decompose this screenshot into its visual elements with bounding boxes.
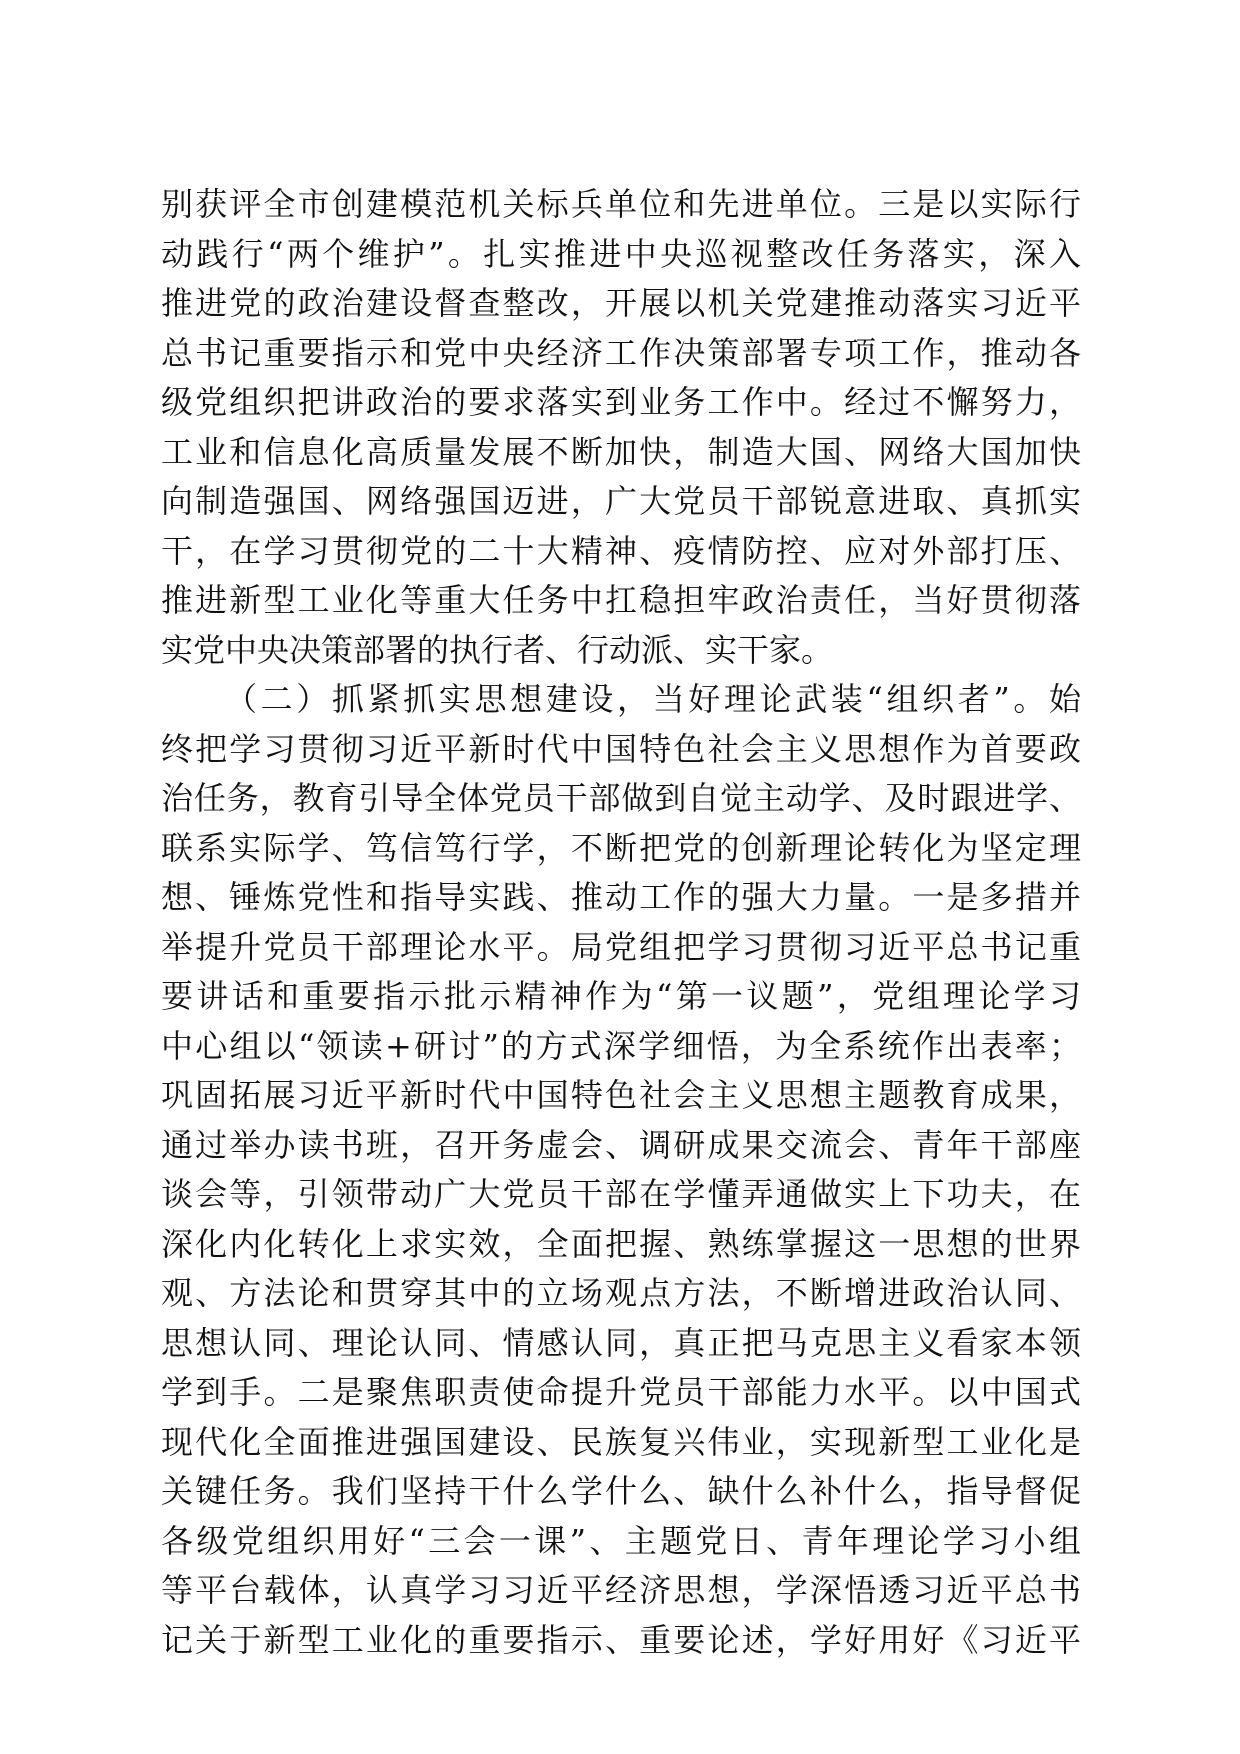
text-line: 思想认同、理论认同、情感认同，真正把马克思主义看家本领 [161, 1323, 1081, 1362]
text-line: 通过举办读书班，召开务虚会、调研成果交流会、青年干部座 [161, 1125, 1081, 1164]
text-line: 想、锤炼党性和指导实践、推动工作的强大力量。一是多措并 [161, 878, 1081, 916]
text-line: 别获评全市创建模范机关标兵单位和先进单位。三是以实际行 [161, 185, 1081, 223]
section-heading-line: （二）抓紧抓实思想建设，当好理论武装“组织者”。始 [225, 680, 1081, 718]
text-line: 工业和信息化高质量发展不断加快，制造大国、网络大国加快 [161, 432, 1081, 471]
text-line: 学到手。二是聚焦职责使命提升党员干部能力水平。以中国式 [161, 1373, 1081, 1411]
text-line: 治任务，教育引导全体党员干部做到自觉主动学、及时跟进学、 [161, 779, 1081, 817]
text-line: 向制造强国、网络强国迈进，广大党员干部锐意进取、真抓实 [161, 482, 1081, 520]
text-line: 谈会等，引领带动广大党员干部在学懂弄通做实上下功夫，在 [161, 1175, 1081, 1213]
text-line: 干，在学习贯彻党的二十大精神、疫情防控、应对外部打压、 [161, 531, 1081, 570]
text-line: 联系实际学、笃信笃行学，不断把党的创新理论转化为坚定理 [161, 828, 1081, 867]
text-line: 中心组以“领读+研讨”的方式深学细悟，为全系统作出表率； [161, 1026, 1081, 1065]
text-line: 深化内化转化上求实效，全面把握、熟练掌握这一思想的世界 [161, 1224, 1081, 1263]
text-line: 终把学习贯彻习近平新时代中国特色社会主义思想作为首要政 [161, 729, 1081, 768]
text-line: 各级党组织用好“三会一课”、主题党日、青年理论学习小组 [161, 1521, 1081, 1560]
text-line: 巩固拓展习近平新时代中国特色社会主义思想主题教育成果， [161, 1076, 1081, 1114]
text-line: 推进党的政治建设督查整改，开展以机关党建推动落实习近平 [161, 284, 1081, 322]
text-line: 举提升党员干部理论水平。局党组把学习贯彻习近平总书记重 [161, 927, 1081, 966]
text-line: 记关于新型工业化的重要指示、重要论述，学好用好《习近平 [161, 1620, 1081, 1659]
text-line: 关键任务。我们坚持干什么学什么、缺什么补什么，指导督促 [161, 1472, 1081, 1510]
text-line: 现代化全面推进强国建设、民族复兴伟业，实现新型工业化是 [161, 1422, 1081, 1461]
text-line: 推进新型工业化等重大任务中扛稳担牢政治责任，当好贯彻落 [161, 581, 1081, 619]
text-line: 要讲话和重要指示批示精神作为“第一议题”，党组理论学习 [161, 977, 1081, 1015]
text-line: 总书记重要指示和党中央经济工作决策部署专项工作，推动各 [161, 333, 1081, 372]
text-line: 等平台载体，认真学习习近平经济思想，学深悟透习近平总书 [161, 1571, 1081, 1609]
text-line: 观、方法论和贯穿其中的立场观点方法，不断增进政治认同、 [161, 1274, 1081, 1312]
text-line: 动践行“两个维护”。扎实推进中央巡视整改任务落实，深入 [161, 234, 1081, 273]
text-line: 级党组织把讲政治的要求落实到业务工作中。经过不懈努力， [161, 383, 1081, 421]
text-line-paragraph-end: 实党中央决策部署的执行者、行动派、实干家。 [161, 630, 834, 669]
body-text [161, 180, 1081, 1665]
